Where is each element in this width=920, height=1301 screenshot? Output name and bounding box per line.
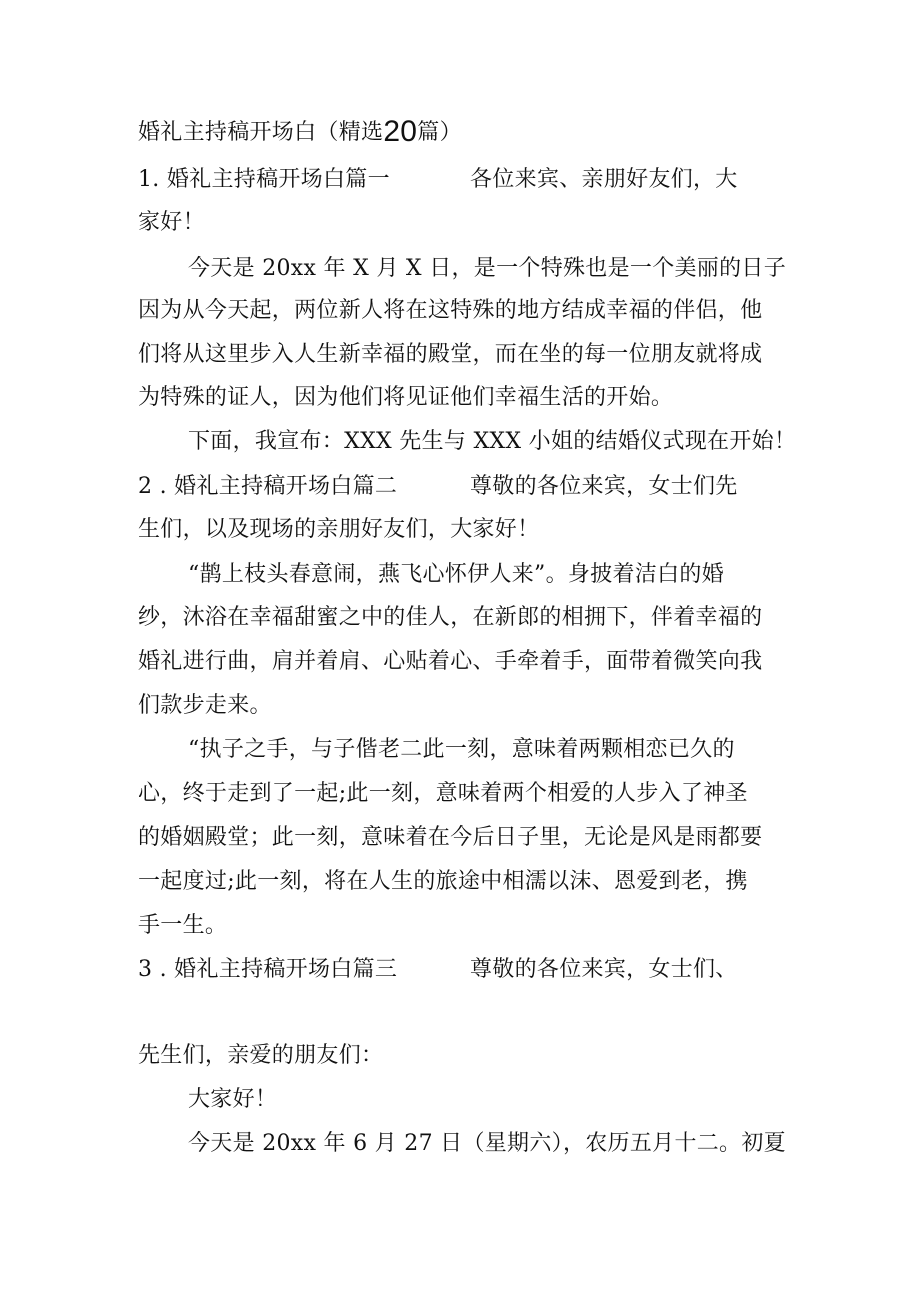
section-1-para-1-line: 今天是 20xx 年 X 月 X 日，是一个特殊也是一个美丽的日子 <box>188 256 786 281</box>
section-2-heading: 2 . 婚礼主持稿开场白篇二 <box>138 474 398 499</box>
title-prefix: 婚礼主持稿开场白（精选 <box>138 120 384 145</box>
title-number: 20 <box>383 115 418 148</box>
document-title <box>138 117 462 148</box>
section-2-greeting: 尊敬的各位来宾，女士们先 <box>470 474 738 499</box>
title-suffix: 篇） <box>417 120 462 145</box>
section-2-para-2-line: 手一生。 <box>138 913 228 938</box>
section-3-greeting-cont: 先生们，亲爱的朋友们： <box>138 1043 384 1068</box>
section-2-para-1-line: 纱，沐浴在幸福甜蜜之中的佳人，在新郎的相拥下，伴着幸福的 <box>138 605 763 630</box>
section-3-para-1: 大家好！ <box>188 1087 278 1112</box>
section-1-para-1-line: 为特殊的证人，因为他们将见证他们幸福生活的开始。 <box>138 385 674 410</box>
section-3-para-2: 今天是 20xx 年 6 月 27 日（星期六），农历五月十二。初夏 <box>188 1131 786 1156</box>
section-3-greeting: 尊敬的各位来宾，女士们、 <box>470 957 738 982</box>
section-1-para-2: 下面，我宣布：XXX 先生与 XXX 小姐的结婚仪式现在开始！ <box>188 429 797 454</box>
section-2-para-2-line: 的婚姻殿堂；此一刻，意味着在今后日子里，无论是风是雨都要 <box>138 825 763 850</box>
section-2-para-2-line: 心，终于走到了一起;此一刻，意味着两个相爱的人步入了神圣 <box>138 781 748 806</box>
section-2-para-2-line: 一起度过;此一刻，将在人生的旅途中相濡以沫、恩爱到老，携 <box>138 869 748 894</box>
section-1-heading: 1. 婚礼主持稿开场白篇一 <box>138 167 390 192</box>
section-3-heading: 3 . 婚礼主持稿开场白篇三 <box>138 957 398 982</box>
section-2-para-1-line: 婚礼进行曲，肩并着肩、心贴着心、手牵着手，面带着微笑向我 <box>138 649 763 674</box>
section-1-greeting: 各位来宾、亲朋好友们，大 <box>470 167 738 192</box>
section-1-greeting-cont: 家好！ <box>138 210 205 235</box>
section-2-para-2-line: “执子之手，与子偕老二此一刻，意味着两颗相恋已久的 <box>188 737 735 762</box>
section-1-para-1-line: 们将从这里步入人生新幸福的殿堂，而在坐的每一位朋友就将成 <box>138 342 763 367</box>
section-2-para-1-line: 们款步走来。 <box>138 693 272 718</box>
section-1-para-1-line: 因为从今天起，两位新人将在这特殊的地方结成幸福的伴侣，他 <box>138 298 763 323</box>
section-2-greeting-cont: 生们，以及现场的亲朋好友们，大家好！ <box>138 517 540 542</box>
section-2-para-1-line: “鹊上枝头春意闹，燕飞心怀伊人来”。身披着洁白的婚 <box>188 562 724 587</box>
